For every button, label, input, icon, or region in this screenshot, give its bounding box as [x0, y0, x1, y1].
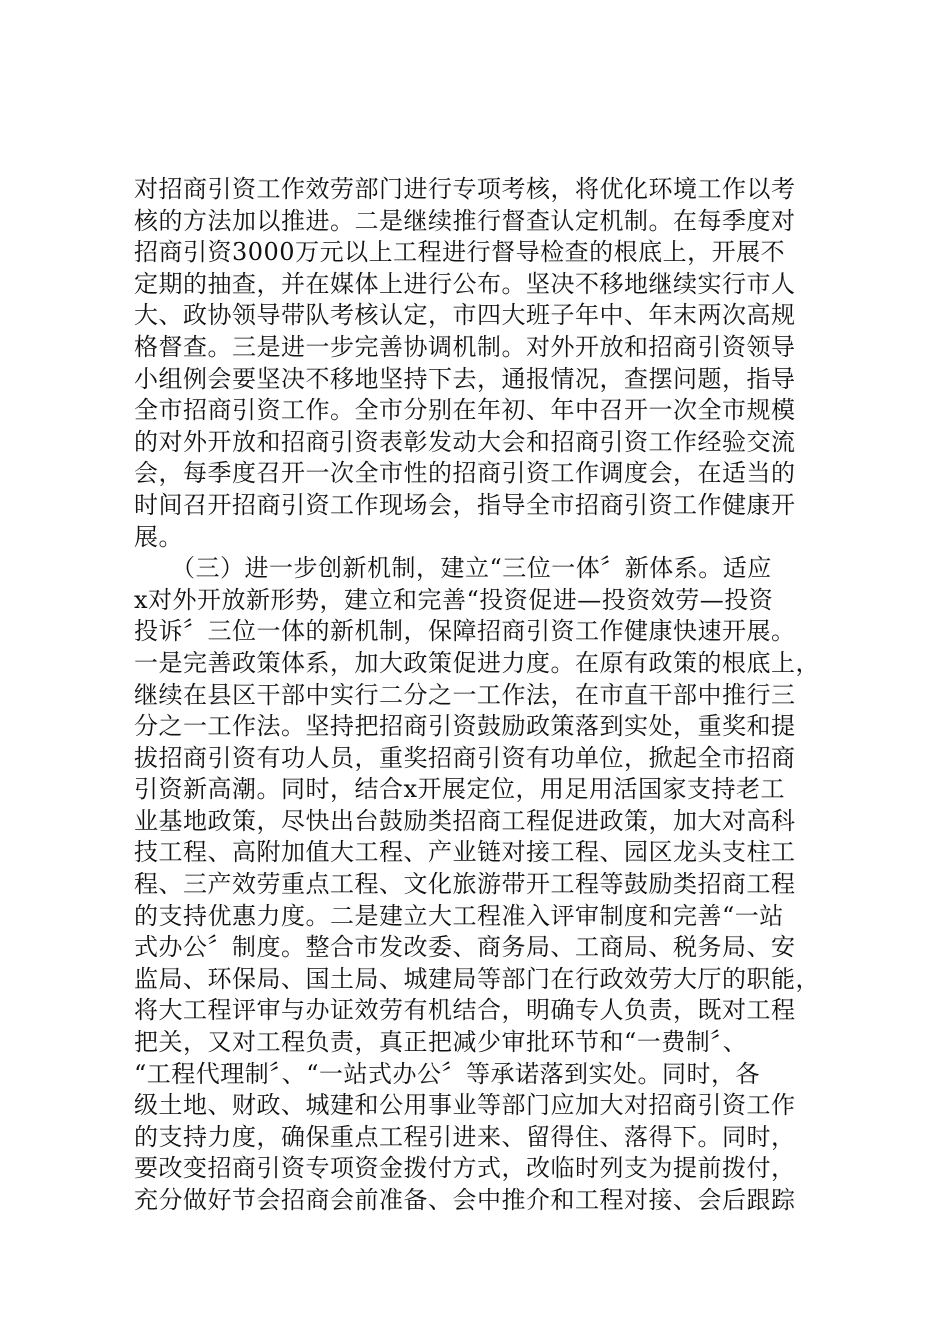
text-line: 小组例会要坚决不移地坚持下去，通报情况，查摆问题，指导: [134, 364, 796, 393]
text-line: 招商引资3000万元以上工程进行督导检查的根底上，开展不: [134, 238, 786, 267]
text-line: 格督查。三是进一步完善协调机制。对外开放和招商引资领导: [134, 332, 796, 361]
text-line: 的对外开放和招商引资表彰发动大会和招商引资工作经验交流: [134, 427, 796, 456]
text-line: 的支持力度，确保重点工程引进来、留得住、落得下。同时，: [134, 1122, 796, 1151]
text-line: 分之一工作法。坚持把招商引资鼓励政策落到实处，重奖和提: [134, 712, 796, 741]
text-line: 会，每季度召开一次全市性的招商引资工作调度会，在适当的: [134, 459, 796, 488]
text-line: 引资新高潮。同时，结合x开展定位，用足用活国家支持老工: [134, 775, 786, 804]
text-line: 将大工程评审与办证效劳有机结合，明确专人负责，既对工程: [134, 996, 796, 1025]
text-line: x对外开放新形势，建立和完善“投资促进—投资效劳—投资: [134, 585, 774, 614]
text-line: “工程代理制〞、“一站式办公〞等承诺落到实处。同时，各: [134, 1059, 761, 1088]
document-body-text: [134, 174, 834, 1217]
text-line: 定期的抽查，并在媒体上进行公布。坚决不移地继续实行市人: [134, 269, 796, 298]
text-line: 时间召开招商引资工作现场会，指导全市招商引资工作健康开: [134, 490, 796, 519]
text-line: 技工程、高附加值大工程、产业链对接工程、园区龙头支柱工: [134, 838, 796, 867]
text-line: 充分做好节会招商会前准备、会中推介和工程对接、会后跟踪: [134, 1186, 796, 1214]
text-line: 级土地、财政、城建和公用事业等部门应加大对招商引资工作: [134, 1091, 796, 1120]
text-line: 大、政协领导带队考核认定，市四大班子年中、年末两次高规: [134, 301, 796, 330]
text-line: 监局、环保局、国土局、城建局等部门在行政效劳大厅的职能，: [134, 964, 820, 993]
text-line: 业基地政策，尽快出台鼓励类招商工程促进政策，加大对高科: [134, 806, 796, 835]
text-line: 展。: [134, 522, 183, 551]
text-line: 一是完善政策体系，加大政策促进力度。在原有政策的根底上，: [134, 648, 820, 677]
text-line: （三）进一步创新机制，建立“三位一体〞新体系。适应: [134, 554, 772, 583]
text-line: 要改变招商引资专项资金拨付方式，改临时列支为提前拨付，: [134, 1154, 796, 1183]
text-line: 的支持优惠力度。二是建立大工程准入评审制度和完善“一站: [134, 901, 784, 930]
text-line: 式办公〞制度。整合市发改委、商务局、工商局、税务局、安: [134, 933, 796, 962]
text-line: 程、三产效劳重点工程、文化旅游带开工程等鼓励类招商工程: [134, 870, 796, 899]
text-line: 对招商引资工作效劳部门进行专项考核，将优化环境工作以考: [134, 175, 796, 203]
text-line: 拔招商引资有功人员，重奖招商引资有功单位，掀起全市招商: [134, 743, 796, 772]
text-line: 核的方法加以推进。二是继续推行督查认定机制。在每季度对: [134, 206, 796, 235]
text-line: 全市招商引资工作。全市分别在年初、年中召开一次全市规模: [134, 396, 796, 425]
text-line: 把关，又对工程负责，真正把减少审批环节和“一费制〞、: [134, 1028, 748, 1057]
text-line: 投诉〞三位一体的新机制，保障招商引资工作健康快速开展。: [134, 617, 796, 646]
text-line: 继续在县区干部中实行二分之一工作法，在市直干部中推行三: [134, 680, 796, 709]
